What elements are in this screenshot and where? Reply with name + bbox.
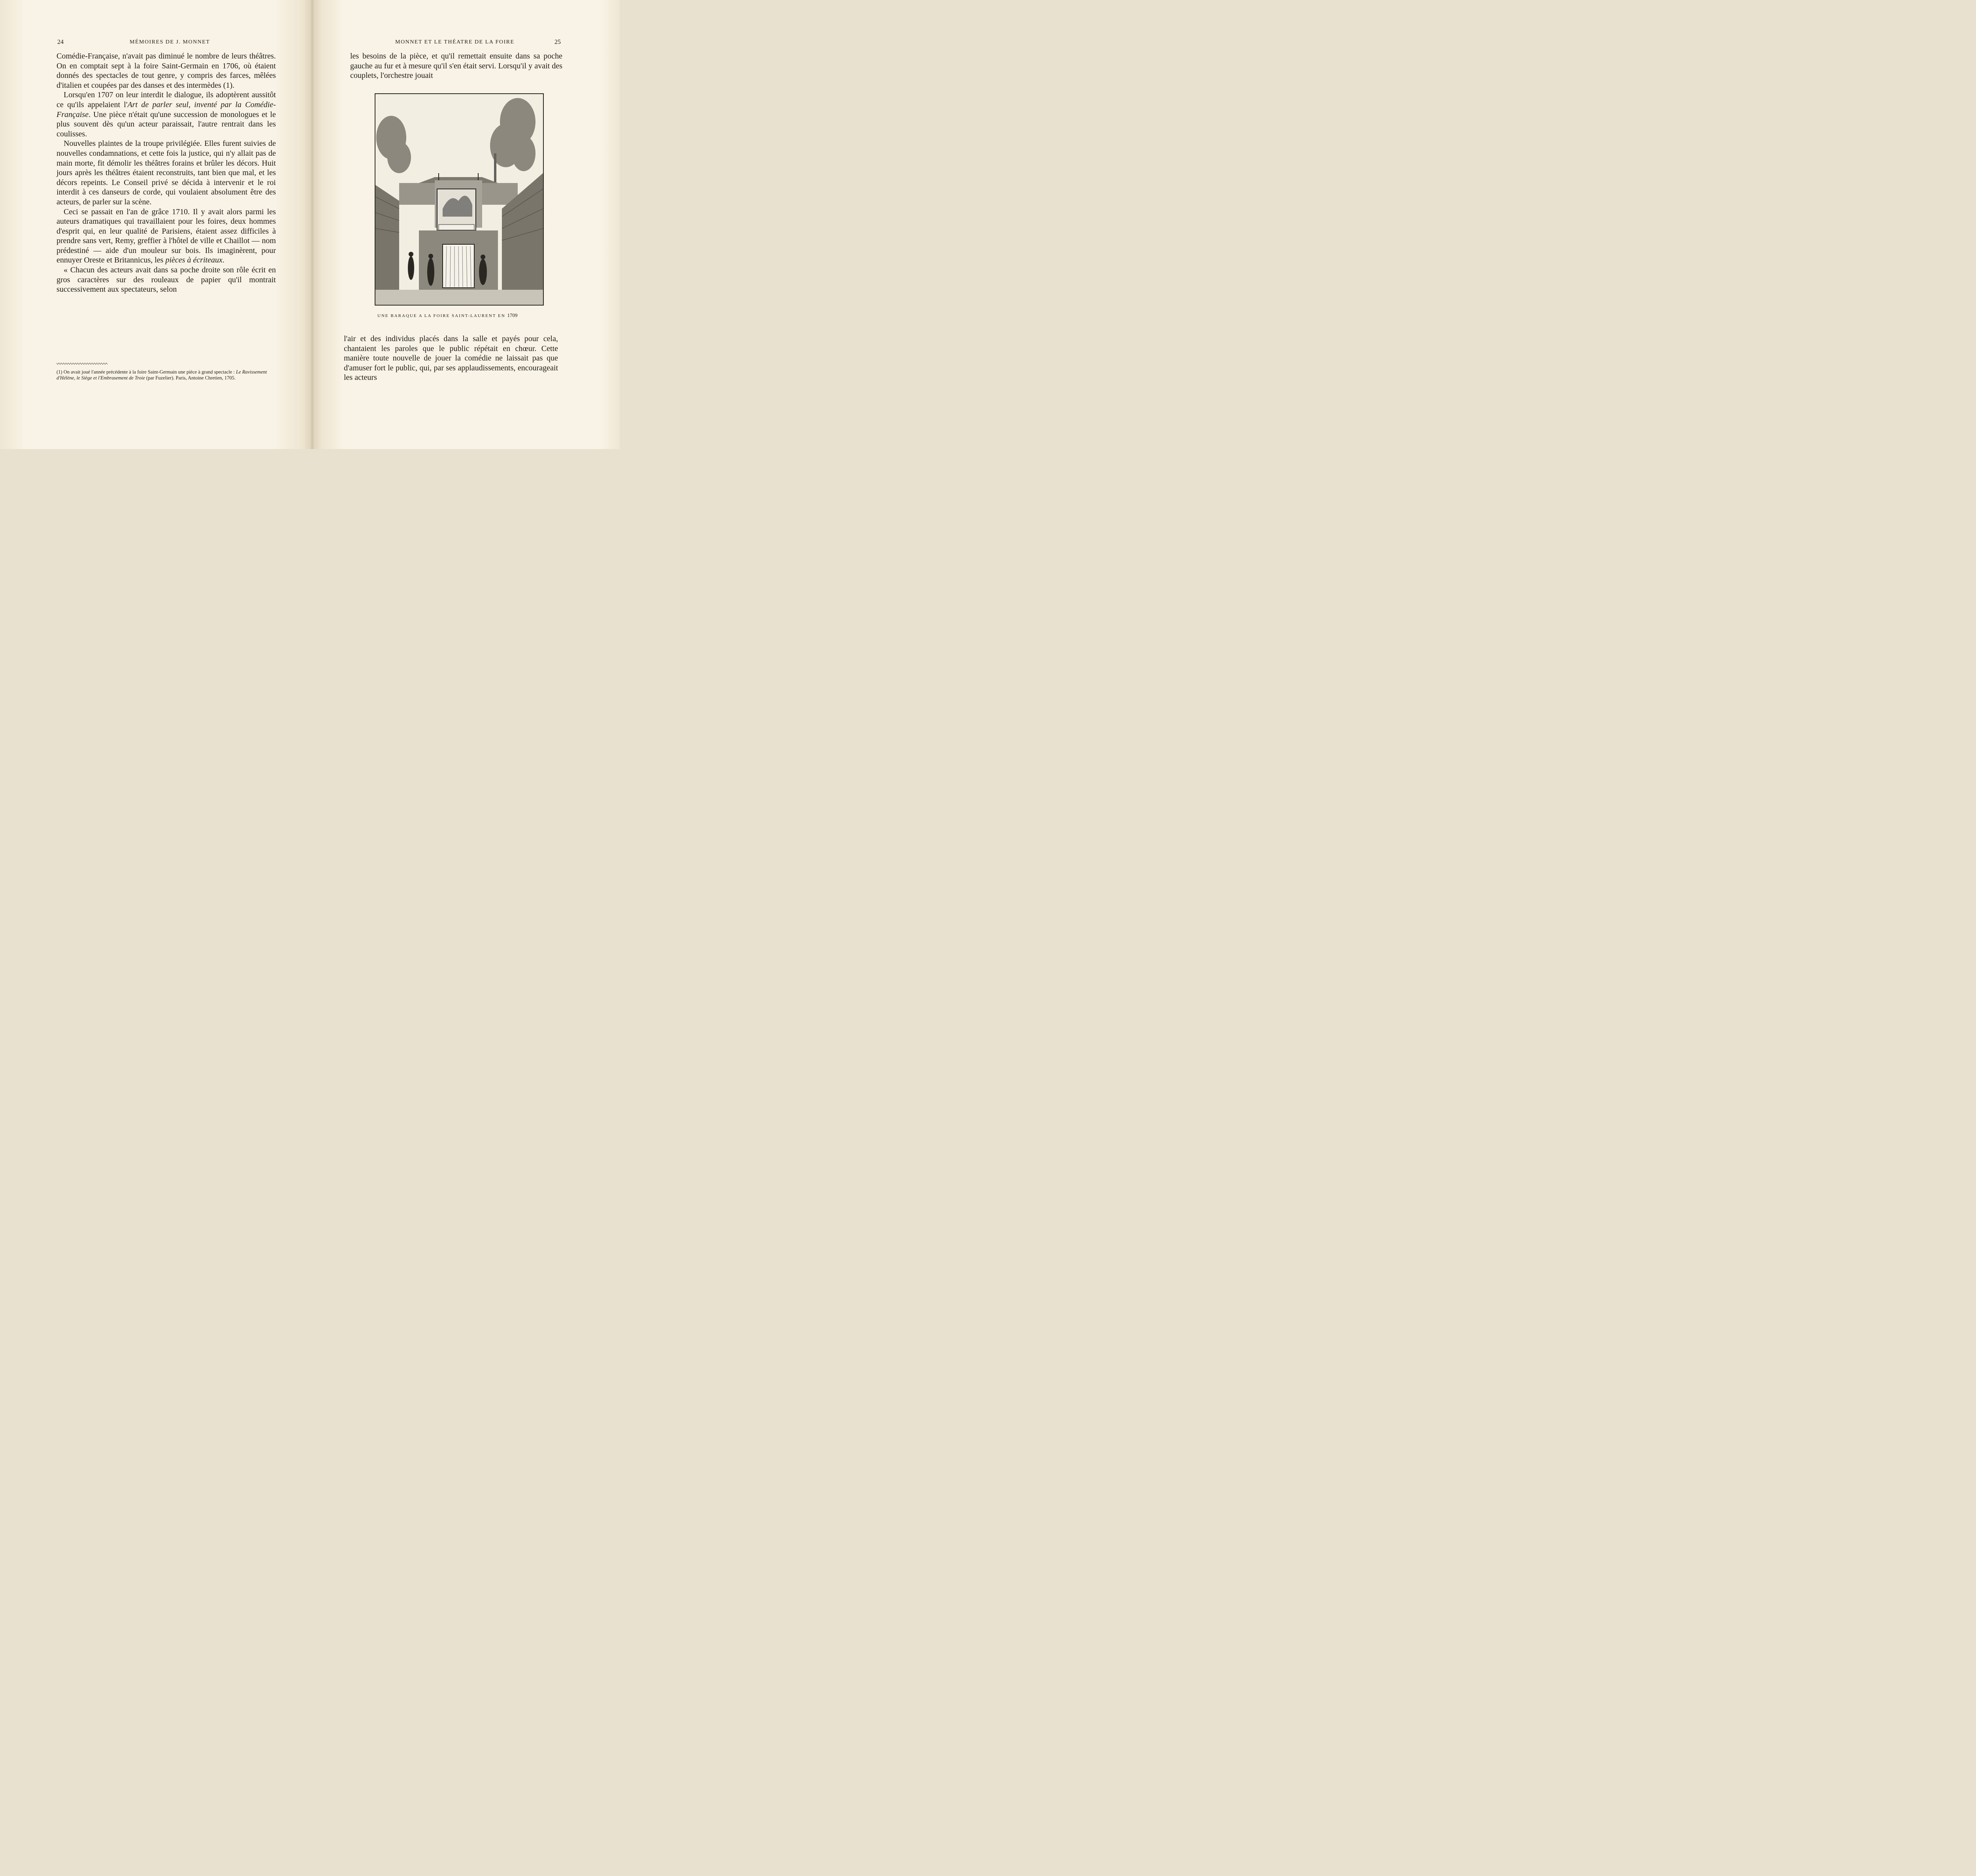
right-body-text-top (350, 51, 562, 81)
book-gutter (310, 0, 315, 449)
text-run: « Chacun des acteurs avait dans sa poche droite son rôle écrit en gros caractères sur des rouleaux de papier qu'il montrait successivement aux spectateurs, selon (57, 266, 276, 294)
paragraph (57, 139, 276, 207)
italic-text: pièces à écriteaux (165, 256, 222, 265)
engraving-illustration (375, 93, 544, 306)
paragraph (57, 265, 276, 294)
text-run: Lorsqu'en 1707 on leur interdit le dialogue, ils adoptèrent aussitôt ce qu'ils appelaient l' (57, 91, 276, 109)
text-run: Nouvelles plaintes de la troupe privilégiée. Elles furent suivies de nouvelles condamnations, et cette fois la justice, qui n'y allait pas de main morte, fit démolir les théâtres forains et brûler les décors. Huit jours après les théâtres étaient reconstruits, tant bien que mal, et les décors repeints. Le Conseil privé se décida à intervenir et le roi interdit à ces danseurs de corde, qui voulaient absolument être des acteurs, de parler sur la scène. (57, 139, 276, 206)
left-running-head: MÉMOIRES DE J. MONNET (130, 39, 210, 45)
footnote (57, 369, 275, 381)
italic-text: Le Ravissement d'Hélène, le Siège et l'Embrasement de Troie (57, 369, 267, 381)
text-run: Ceci se passait en l'an de grâce 1710. Il y avait alors parmi les auteurs dramatiques qui travaillaient pour les foires, deux hommes d'esprit qui, en leur qualité de Parisiens, étaient assez difficiles à prendre sans vert, Remy, greffier à l'hôtel de ville et Chaillot — nom prédestiné — aide d'un mouleur sur bois. Ils imaginèrent, pour ennuyer Oreste et Britannicus, les (57, 207, 276, 265)
right-page-number: 25 (554, 39, 561, 45)
paragraph (344, 334, 558, 383)
text-run: Comédie-Française, n'avait pas diminué le nombre de leurs théâtres. On en comptait sept à la foire Saint-Germain en 1706, où étaient donnés des spectacles de tout genre, y compris des farces, mêlées d'italien et coupées par des danses et des intermèdes (1). (57, 52, 276, 90)
text-run: les besoins de la pièce, et qu'il remettait ensuite dans sa poche gauche au fur et à mesure qu'il s'en était servi. Lorsqu'il y avait des couplets, l'orchestre jouait (350, 52, 562, 80)
footnote-rule (57, 362, 108, 365)
left-page-number: 24 (57, 39, 64, 45)
caption-text: UNE BARAQUE A LA FOIRE SAINT-LAURENT EN (377, 313, 505, 318)
text-run: . (222, 256, 224, 265)
italic-text: Art de parler seul, inventé par la Comédie-Française (57, 100, 276, 119)
paragraph (57, 51, 276, 90)
text-run: (par Fuzelier). Paris, Antoine Chretien, 1705. (145, 375, 236, 381)
paragraph (57, 207, 276, 266)
left-body-text (57, 51, 276, 294)
paragraph (350, 51, 562, 81)
caption-year: 1709 (507, 312, 518, 318)
right-body-text-bottom (344, 334, 558, 383)
figure-caption (377, 312, 517, 319)
text-run: (1) On avait joué l'année précédente à la foire Saint-Germain une pièce à grand spectacle : (57, 369, 236, 375)
text-run: l'air et des individus placés dans la salle et payés pour cela, chantaient les paroles que le public répétait en chœur. Cette manière toute nouvelle de jouer la comédie ne laissait pas que d'amuser fort le public, qui, par ses applaudissements, encourageait les acteurs (344, 334, 558, 382)
fairground-booth-engraving (375, 94, 543, 305)
right-running-head: MONNET ET LE THÉATRE DE LA FOIRE (395, 39, 515, 45)
paragraph (57, 90, 276, 139)
text-run: . Une pièce n'était qu'une succession de monologues et le plus souvent dès qu'un acteur paraissait, l'autre rentrait dans les coulisses. (57, 110, 276, 138)
